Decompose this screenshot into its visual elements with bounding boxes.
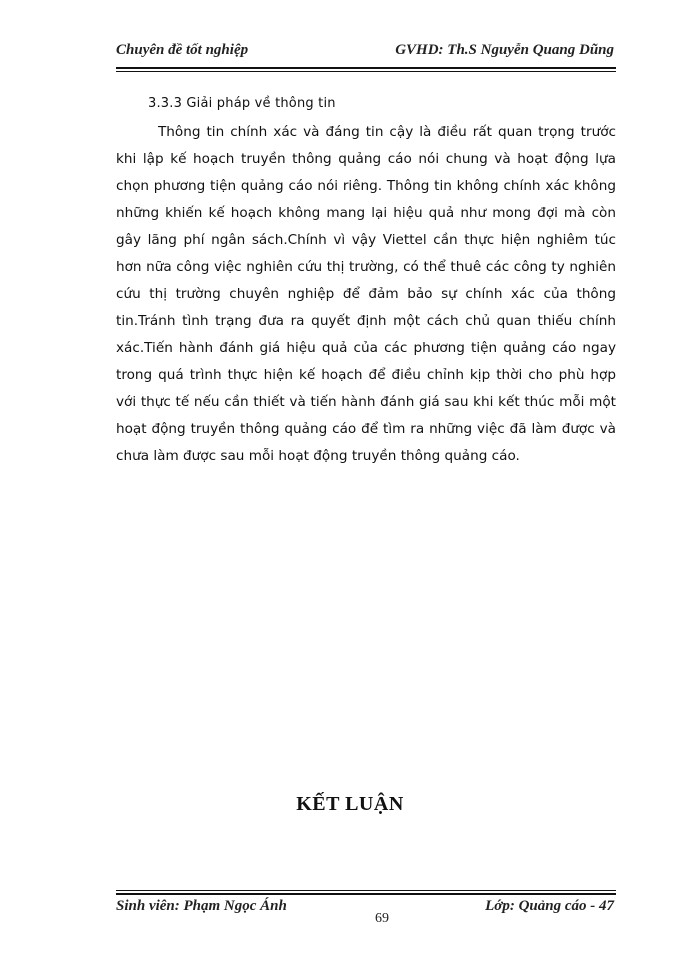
page-footer (116, 898, 616, 928)
footer-class-info: Lớp: Quảng cáo - 47 (485, 898, 614, 914)
header-supervisor: GVHD: Th.S Nguyễn Quang Dũng (395, 42, 614, 58)
section-heading: 3.3.3 Giải pháp về thông tin (148, 96, 336, 111)
header-rule-thick (116, 67, 616, 69)
page-number: 69 (375, 911, 389, 926)
header-document-type: Chuyên đề tốt nghiệp (116, 42, 249, 58)
body-paragraph: Thông tin chính xác và đáng tin cậy là điều rất quan trọng trước khi lập kế hoạch truyền thông quảng cáo nói chung và hoạt động lựa chọn phương tiện quảng cáo nói riêng. Thông tin không chính xác không những khiến kế hoạch không mang lại hiệu quả như mong đợi mà còn gây lãng phí ngân sách.Chính vì vậy Viettel cần thực hiện nghiêm túc hơn nữa công việc nghiên cứu thị trường, có thể thuê các công ty nghiên cứu thị trường chuyên nghiệp để đảm bảo sự chính xác của thông tin.Tránh tình trạng đưa ra quyết định một cách chủ quan thiếu chính xác.Tiến hành đánh giá hiệu quả của các phương tiện quảng cáo ngay trong quá trình thực hiện kế hoạch để điều chỉnh kịp thời cho phù hợp với thực tế nếu cần thiết và tiến hành đánh giá sau khi kết thúc mỗi một hoạt động truyền thông quảng cáo để tìm ra những việc đã làm được và chưa làm được sau mỗi hoạt động truyền thông quảng cáo. (116, 124, 616, 464)
footer-rule-thick (116, 893, 616, 895)
conclusion-heading: KẾT LUẬN (296, 793, 404, 815)
footer-student-name: Sinh viên: Phạm Ngọc Ánh (116, 898, 287, 914)
footer-rule-thin (116, 890, 616, 891)
page-header (116, 40, 616, 66)
header-rule-thin (116, 71, 616, 72)
